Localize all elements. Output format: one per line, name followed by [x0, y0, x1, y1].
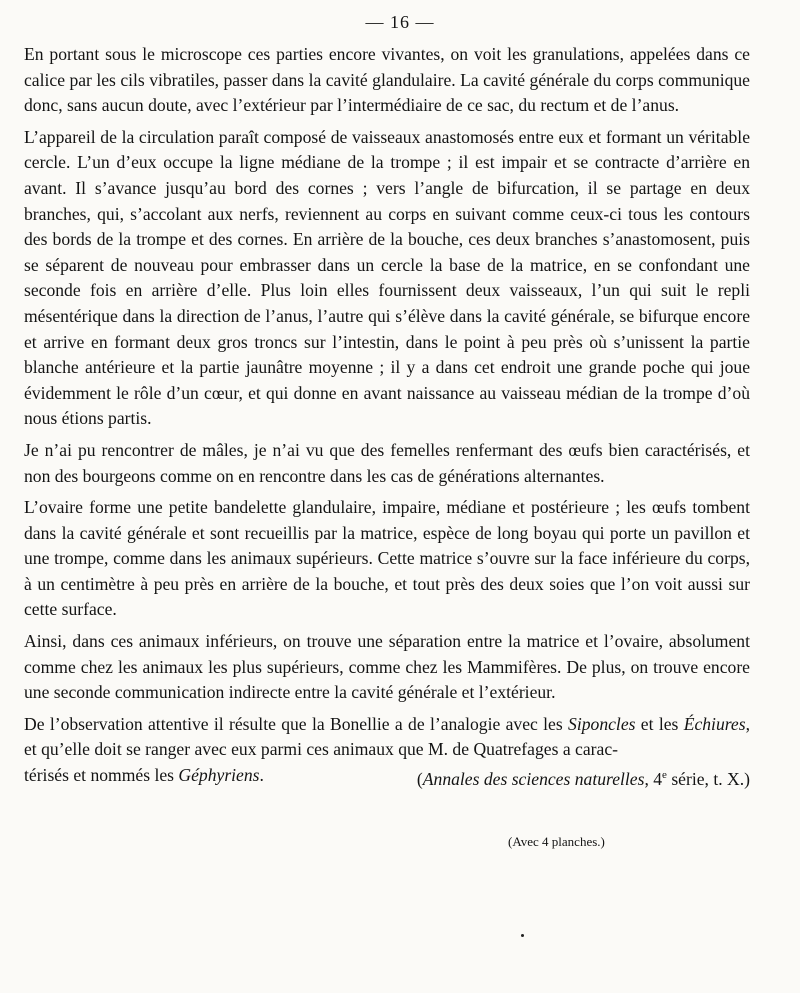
closing-text-end: .	[259, 765, 264, 786]
citation-open: (	[416, 768, 423, 789]
article-body	[24, 42, 750, 789]
paragraph-6-text-b: et les	[635, 713, 684, 734]
plates-note: (Avec 4 planches.)	[508, 834, 605, 849]
taxon-echiures: Échiures	[683, 713, 746, 734]
citation-volume: série, t. X.)	[666, 768, 750, 789]
citation-series: , 4	[644, 768, 663, 789]
taxon-gephyriens: Géphyriens	[178, 765, 260, 786]
source-citation	[417, 763, 750, 792]
paragraph-6-text-c: , et qu’elle doit se ranger avec eux parmi ces animaux que M. de Quatrefages a carac-	[24, 713, 750, 760]
paragraph-2: L’appareil de la circulation paraît composé de vaisseaux anastomosés entre eux et formant un véritable cercle. L’un d’eux occupe la ligne médiane de la trompe ; il est impair et se contracte d’arrière en avant. Il s’avance jusqu’au bord des cornes ; vers l’angle de bifurcation, il se partage en deux branches, qui, s’accolant aux nerfs, reviennent au corps en suivant comme ceux-ci tous les contours des bords de la trompe et des cornes. En arrière de la bouche, ces deux branches s’anastomosent, puis se séparent de nouveau pour embrasser dans un cercle la base de la matrice, en se confondant une seconde fois en arrière d’elle. Plus loin elles fournissent deux vaisseaux, l’un qui suit le repli mésentérique dans la direction de l’anus, l’autre qui s’élève dans la cavité générale, se bifurque encore et arrive en formant deux gros troncs sur l’intestin, dans le point à peu près où s’unissent la partie blanche antérieure et la partie jaunâtre moyenne ; il y a dans cet endroit une grande poche qui joue évidemment le rôle d’un cœur, et qui donne en avant naissance au vaisseau médian de la trompe d’où nous étions partis.	[24, 126, 750, 429]
closing-text-start: térisés et nommés les	[24, 765, 179, 786]
ink-speck	[521, 934, 524, 937]
paragraph-6-text-a: De l’observation attentive il résulte que la Bonellie a de l’analogie avec les	[24, 713, 569, 734]
closing-text	[24, 763, 264, 789]
citation-sup: e	[662, 769, 667, 782]
page-number: — 16 —	[365, 12, 435, 32]
paragraph-4: L’ovaire forme une petite bandelette glandulaire, impaire, médiane et postérieure ; les œufs tombent dans la cavité générale et sont recueillis par la matrice, espèce de long boyau qui porte un pavillon et une trompe, comme dans les animaux supérieurs. Cette matrice s’ouvre sur la face inférieure du corps, à un centimètre à peu près en arrière de la bouche, et tout près des deux soies que l’on voit aussi sur cette surface.	[24, 497, 750, 620]
citation-journal: Annales des sciences naturelles	[422, 768, 645, 789]
paragraph-5: Ainsi, dans ces animaux inférieurs, on trouve une séparation entre la matrice et l’ovaire, absolument comme chez les animaux les plus supérieurs, comme chez les Mammifères. De plus, on trouve encore une seconde communication indirecte entre la cavité générale et l’extérieur.	[24, 631, 750, 703]
paragraph-3: Je n’ai pu rencontrer de mâles, je n’ai vu que des femelles renfermant des œufs bien caractérisés, et non des bourgeons comme on en rencontre dans les cas de générations alternantes.	[24, 439, 750, 486]
paragraph-6	[24, 712, 750, 763]
paragraph-1: En portant sous le microscope ces parties encore vivantes, on voit les granulations, appelées dans ce calice par les cils vibratiles, passer dans la cavité glandulaire. La cavité générale du corps communique donc, sans aucun doute, avec l’extérieur par l’intermédiaire de ce sac, du rectum et de l’anus.	[24, 44, 750, 116]
closing-line	[24, 763, 750, 789]
taxon-siponcles: Siponcles	[568, 713, 636, 734]
